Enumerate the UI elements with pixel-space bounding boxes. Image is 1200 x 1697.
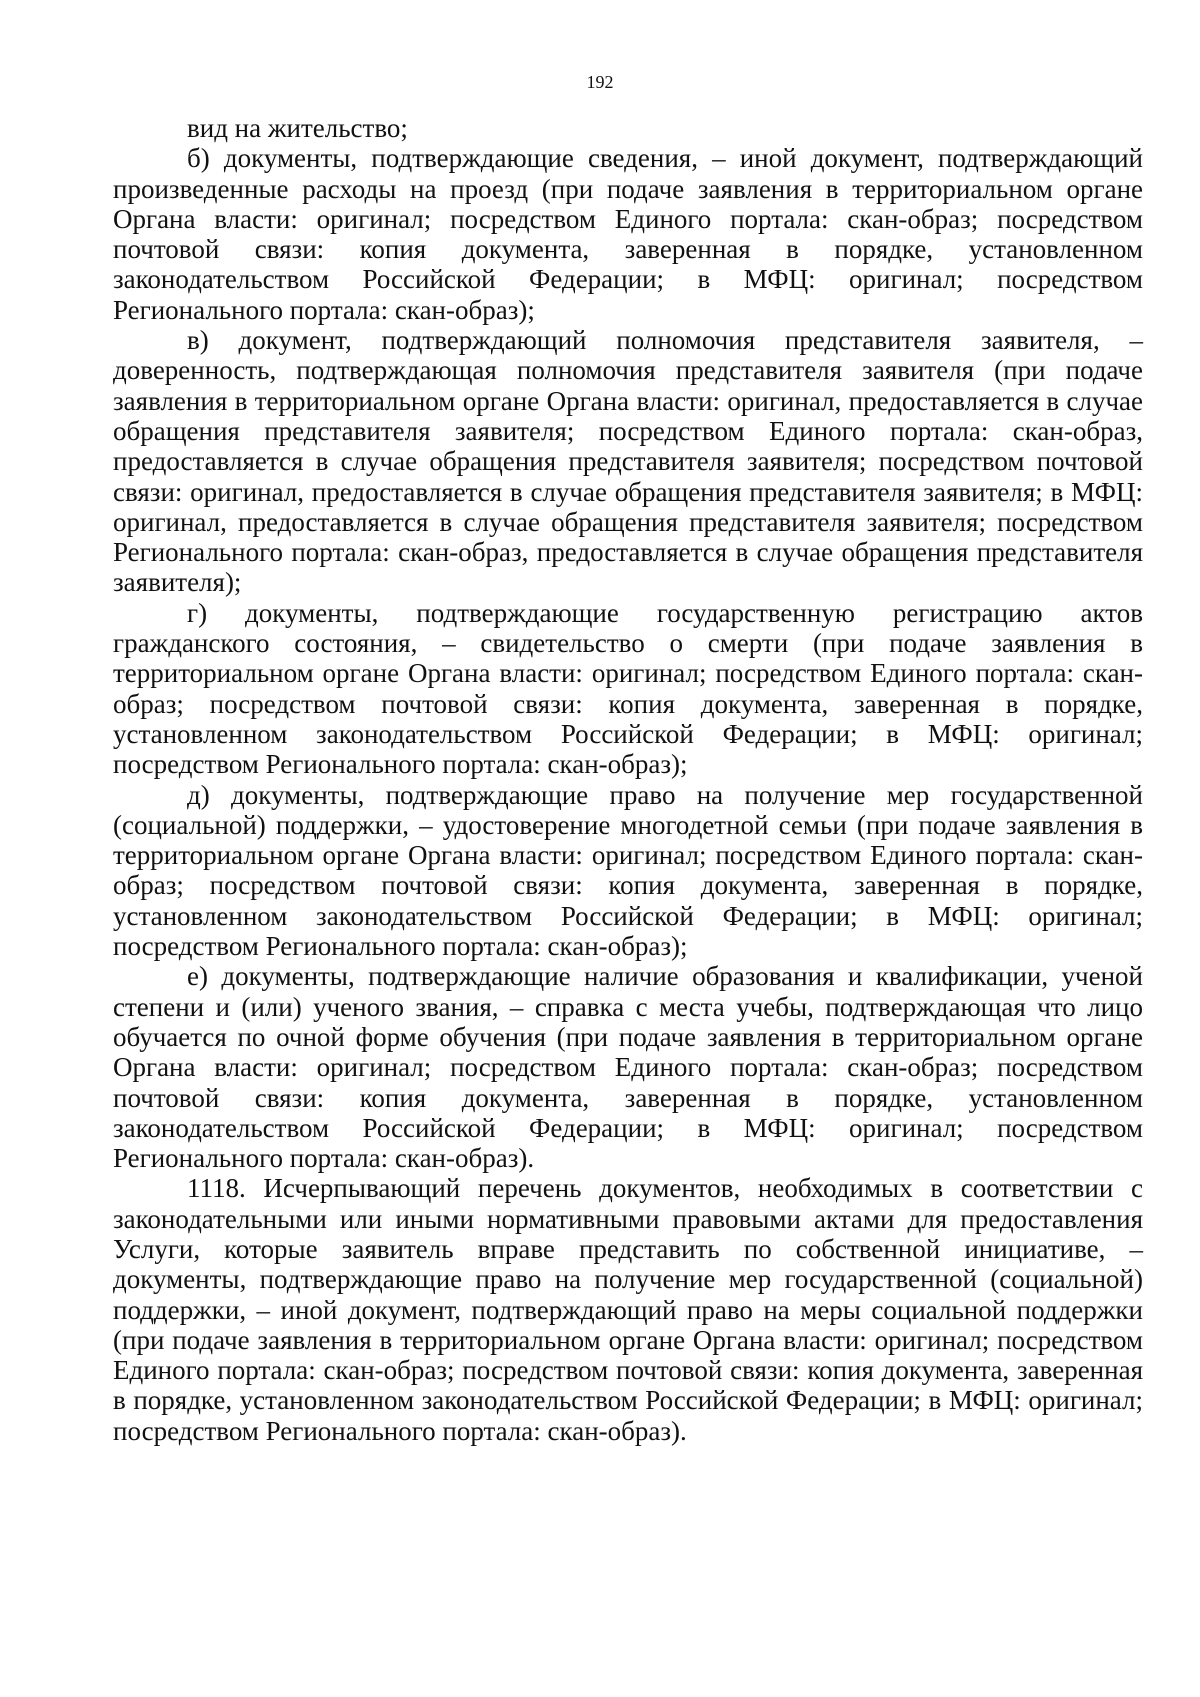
paragraph-residence-permit: вид на жительство; [187,113,408,143]
paragraph-b-travel-expenses: б) документы, подтверждающие сведения, – иной документ, подтверждающий произведенные расходы на проезд (при подаче заявления в территориальном органе Органа власти: оригинал; посредством Единого портала: скан-образ; посредством почтовой связи: копия документа, заверенная в порядке, установленном законодательством Российской Федерации; в МФЦ: оригинал; посредством Регионального портала: скан-образ); [113,143,1143,325]
paragraph-d-social-support: д) документы, подтверждающие право на получение мер государственной (социальной) поддержки, – удостоверение многодетной семьи (при подаче заявления в территориальном органе Органа власти: оригинал; посредством Единого портала: скан-образ; посредством почтовой связи: копия документа, заверенная в порядке, установленном законодательством Российской Федерации; в МФЦ: оригинал; посредством Регионального портала: скан-образ); [113,779,1143,962]
document-body [113,113,1143,1446]
paragraph-g-civil-registration: г) документы, подтверждающие государственную регистрацию актов гражданского состояния, – свидетельство о смерти (при подаче заявления в территориальном органе Органа власти: оригинал; посредством Единого портала: скан-образ; посредством почтовой связи: копия документа, заверенная в порядке, установленном законодательством Российской Федерации; в МФЦ: оригинал; посредством Регионального портала: скан-образ); [113,597,1143,780]
paragraph-e-education: е) документы, подтверждающие наличие образования и квалификации, ученой степени и (или) ученого звания, – справка с места учебы, подтверждающая что лицо обучается по очной форме обучения (при подаче заявления в территориальном органе Органа власти: оригинал; посредством Единого портала: скан-образ; посредством почтовой связи: копия документа, заверенная в порядке, установленном законодательством Российской Федерации; в МФЦ: оригинал; посредством Регионального портала: скан-образ). [113,961,1143,1174]
page-number: 192 [586,72,614,92]
paragraph-1118-document-list: 1118. Исчерпывающий перечень документов, необходимых в соответствии с законодательными или иными нормативными правовыми актами для предоставления Услуги, которые заявитель вправе представить по собственной инициативе, – документы, подтверждающие право на получение мер государственной (социальной) поддержки, – иной документ, подтверждающий право на меры социальной поддержки (при подаче заявления в территориальном органе Органа власти: оригинал; посредством Единого портала: скан-образ; посредством почтовой связи: копия документа, заверенная в порядке, установленном законодательством Российской Федерации; в МФЦ: оригинал; посредством Регионального портала: скан-образ). [113,1173,1143,1446]
paragraph-v-representative-authority: в) документ, подтверждающий полномочия представителя заявителя, – доверенность, подтверждающая полномочия представителя заявителя (при подаче заявления в территориальном органе Органа власти: оригинал, предоставляется в случае обращения представителя заявителя; посредством Единого портала: скан-образ, предоставляется в случае обращения представителя заявителя; посредством почтовой связи: оригинал, предоставляется в случае обращения представителя заявителя; в МФЦ: оригинал, предоставляется в случае обращения представителя заявителя; посредством Регионального портала: скан-образ, предоставляется в случае обращения представителя заявителя); [113,325,1143,598]
